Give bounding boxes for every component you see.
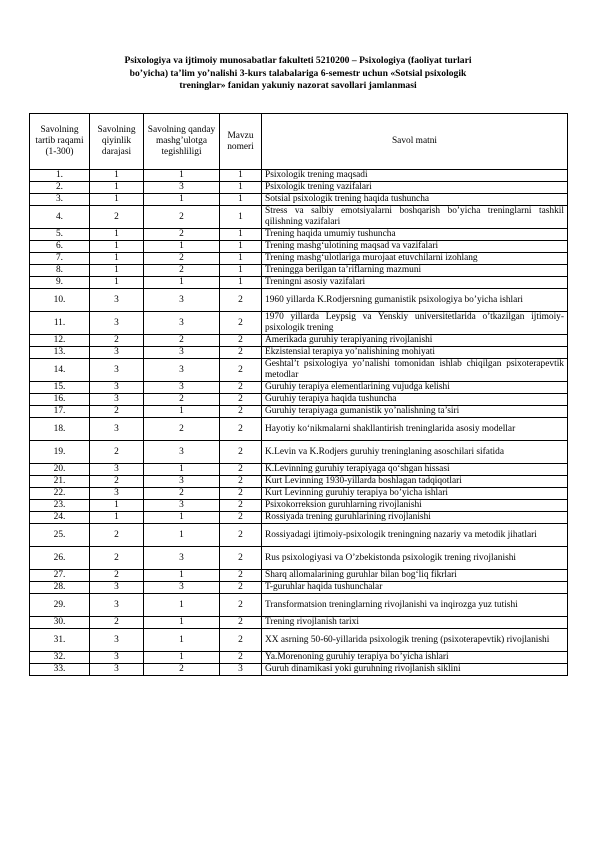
title-line-1: Psixologiya va ijtimoiy munosabatlar fakulteti 5210200 – Psixologiya (faoliyat turlari	[124, 55, 472, 66]
cell-difficulty: 2	[90, 335, 144, 347]
cell-topic: 2	[220, 582, 262, 594]
cell-question: Ekzistensial terapiya yo’nalishining mohiyati	[262, 347, 568, 359]
table-row	[30, 194, 568, 206]
cell-question: Trening rivojlanish tarixi	[262, 617, 568, 629]
cell-type: 3	[144, 441, 220, 464]
cell-type: 3	[144, 312, 220, 335]
cell-difficulty: 1	[90, 500, 144, 512]
cell-number: 15.	[30, 382, 90, 394]
cell-question: Treningga berilgan ta’riflarning mazmuni	[262, 265, 568, 277]
table-row	[30, 359, 568, 382]
cell-topic: 2	[220, 617, 262, 629]
table-row	[30, 382, 568, 394]
cell-difficulty: 1	[90, 265, 144, 277]
cell-question: Kurt Levinning guruhiy terapiya bo’yicha ishlari	[262, 488, 568, 500]
cell-topic: 1	[220, 241, 262, 253]
cell-topic: 2	[220, 394, 262, 406]
cell-number: 25.	[30, 524, 90, 547]
table-row	[30, 265, 568, 277]
table-row	[30, 652, 568, 664]
cell-number: 1.	[30, 170, 90, 182]
cell-type: 2	[144, 488, 220, 500]
cell-topic: 2	[220, 359, 262, 382]
cell-question: Psixologik trening maqsadi	[262, 170, 568, 182]
header-topic: Mavzu nomeri	[220, 114, 262, 170]
cell-number: 3.	[30, 194, 90, 206]
cell-difficulty: 1	[90, 277, 144, 289]
cell-number: 17.	[30, 406, 90, 418]
document-title	[40, 55, 556, 93]
cell-topic: 3	[220, 664, 262, 676]
table-body	[30, 170, 568, 676]
cell-topic: 2	[220, 382, 262, 394]
cell-topic: 2	[220, 547, 262, 570]
cell-topic: 1	[220, 253, 262, 265]
table-row	[30, 394, 568, 406]
table-row	[30, 500, 568, 512]
cell-question: Guruhiy terapiya haqida tushuncha	[262, 394, 568, 406]
cell-topic: 2	[220, 512, 262, 524]
cell-type: 2	[144, 335, 220, 347]
table-row	[30, 418, 568, 441]
cell-difficulty: 3	[90, 347, 144, 359]
cell-number: 33.	[30, 664, 90, 676]
header-difficulty: Savolning qiyinlik darajasi	[90, 114, 144, 170]
cell-number: 31.	[30, 629, 90, 652]
cell-question: Sharq allomalarining guruhlar bilan bog‘liq fikrlari	[262, 570, 568, 582]
table-row	[30, 170, 568, 182]
cell-difficulty: 1	[90, 229, 144, 241]
cell-question: 1960 yillarda K.Rodjersning gumanistik psixologiya bo’yicha ishlari	[262, 289, 568, 312]
cell-question: Psixologik trening vazifalari	[262, 182, 568, 194]
table-row	[30, 617, 568, 629]
cell-difficulty: 1	[90, 253, 144, 265]
cell-question: Rossiyadagi ijtimoiy-psixologik treningning nazariy va metodik jihatlari	[262, 524, 568, 547]
cell-question: Stress va salbiy emotsiyalarni boshqarish bo’yicha treninglarni tashkil qilishning vazifalari	[262, 206, 568, 229]
cell-difficulty: 2	[90, 524, 144, 547]
cell-type: 3	[144, 182, 220, 194]
cell-topic: 2	[220, 629, 262, 652]
table-row	[30, 289, 568, 312]
cell-number: 30.	[30, 617, 90, 629]
cell-type: 1	[144, 617, 220, 629]
cell-topic: 2	[220, 500, 262, 512]
cell-type: 1	[144, 652, 220, 664]
cell-type: 2	[144, 664, 220, 676]
cell-difficulty: 3	[90, 488, 144, 500]
table-row	[30, 664, 568, 676]
cell-difficulty: 3	[90, 629, 144, 652]
cell-number: 6.	[30, 241, 90, 253]
cell-question: Ya.Morenoning guruhiy terapiya bo’yicha ishlari	[262, 652, 568, 664]
cell-number: 16.	[30, 394, 90, 406]
title-line-2: bo’yicha) ta’lim yo’nalishi 3-kurs talabalariga 6-semestr uchun «Sotsial psixologik	[129, 67, 467, 79]
table-row	[30, 488, 568, 500]
cell-type: 3	[144, 476, 220, 488]
cell-difficulty: 1	[90, 182, 144, 194]
table-row	[30, 277, 568, 289]
header-number: Savolning tartib raqami (1-300)	[30, 114, 90, 170]
cell-question: Guruhiy terapiya elementlarining vujudga kelishi	[262, 382, 568, 394]
cell-topic: 2	[220, 406, 262, 418]
cell-number: 8.	[30, 265, 90, 277]
table-row	[30, 441, 568, 464]
table-row	[30, 253, 568, 265]
cell-question: XX asrning 50-60-yillarida psixologik trening (psixoterapevtik) rivojlanishi	[262, 629, 568, 652]
cell-topic: 1	[220, 229, 262, 241]
cell-topic: 2	[220, 488, 262, 500]
table-header-row	[30, 114, 568, 170]
cell-question: Amerikada guruhiy terapiyaning rivojlanishi	[262, 335, 568, 347]
cell-topic: 2	[220, 476, 262, 488]
table-row	[30, 547, 568, 570]
cell-topic: 2	[220, 335, 262, 347]
table-row	[30, 347, 568, 359]
cell-topic: 1	[220, 194, 262, 206]
cell-type: 1	[144, 170, 220, 182]
table-row	[30, 629, 568, 652]
table-row	[30, 464, 568, 476]
cell-question: Sotsial psixologik trening haqida tushuncha	[262, 194, 568, 206]
cell-type: 3	[144, 500, 220, 512]
cell-difficulty: 3	[90, 652, 144, 664]
header-text: Savol matni	[262, 114, 568, 170]
cell-topic: 1	[220, 206, 262, 229]
cell-number: 23.	[30, 500, 90, 512]
cell-type: 1	[144, 512, 220, 524]
cell-question: Kurt Levinning 1930-yillarda boshlagan tadqiqotlari	[262, 476, 568, 488]
cell-difficulty: 3	[90, 664, 144, 676]
table-row	[30, 312, 568, 335]
cell-type: 2	[144, 253, 220, 265]
table-row	[30, 570, 568, 582]
cell-difficulty: 3	[90, 394, 144, 406]
cell-number: 29.	[30, 594, 90, 617]
cell-question: Hayotiy ko‘nikmalarni shakllantirish treninglarida asosiy modellar	[262, 418, 568, 441]
cell-question: 1970 yillarda Leypsig va Yenskiy universitetlarida o’tkazilgan ijtimoiy-psixologik trening	[262, 312, 568, 335]
cell-topic: 2	[220, 464, 262, 476]
cell-number: 7.	[30, 253, 90, 265]
cell-topic: 1	[220, 277, 262, 289]
cell-number: 26.	[30, 547, 90, 570]
cell-difficulty: 3	[90, 312, 144, 335]
cell-type: 2	[144, 229, 220, 241]
cell-difficulty: 1	[90, 241, 144, 253]
cell-question: K.Levin va K.Rodjers guruhiy treninglaning asoschilari sifatida	[262, 441, 568, 464]
cell-difficulty: 1	[90, 170, 144, 182]
cell-number: 18.	[30, 418, 90, 441]
cell-number: 12.	[30, 335, 90, 347]
cell-topic: 2	[220, 594, 262, 617]
cell-number: 11.	[30, 312, 90, 335]
cell-number: 24.	[30, 512, 90, 524]
cell-number: 22.	[30, 488, 90, 500]
cell-question: Transformatsion treninglarning rivojlanishi va inqirozga yuz tutishi	[262, 594, 568, 617]
cell-number: 5.	[30, 229, 90, 241]
table-row	[30, 582, 568, 594]
table-row	[30, 229, 568, 241]
cell-difficulty: 2	[90, 406, 144, 418]
cell-difficulty: 2	[90, 441, 144, 464]
header-type: Savolning qanday mashg’ulotga tegishliligi	[144, 114, 220, 170]
cell-topic: 2	[220, 441, 262, 464]
cell-difficulty: 2	[90, 570, 144, 582]
cell-type: 3	[144, 289, 220, 312]
cell-number: 4.	[30, 206, 90, 229]
cell-number: 32.	[30, 652, 90, 664]
cell-difficulty: 2	[90, 617, 144, 629]
table-row	[30, 206, 568, 229]
cell-type: 2	[144, 394, 220, 406]
table-row	[30, 406, 568, 418]
cell-topic: 2	[220, 347, 262, 359]
cell-question: Geshtal’t psixologiya yo’nalishi tomonidan ishlab chiqilgan psixoterapevtik metodlar	[262, 359, 568, 382]
cell-question: K.Levinning guruhiy terapiyaga qo‘shgan hissasi	[262, 464, 568, 476]
cell-difficulty: 2	[90, 206, 144, 229]
title-line-3: treninglar» fanidan yakuniy nazorat savollari jamlanmasi	[179, 80, 417, 91]
cell-topic: 2	[220, 418, 262, 441]
cell-topic: 1	[220, 265, 262, 277]
cell-difficulty: 2	[90, 547, 144, 570]
cell-type: 3	[144, 359, 220, 382]
table-row	[30, 594, 568, 617]
cell-type: 2	[144, 265, 220, 277]
table-row	[30, 182, 568, 194]
cell-type: 1	[144, 629, 220, 652]
cell-question: Trening mashg‘ulotlariga murojaat etuvchilarni izohlang	[262, 253, 568, 265]
cell-topic: 1	[220, 170, 262, 182]
cell-topic: 2	[220, 652, 262, 664]
cell-difficulty: 3	[90, 359, 144, 382]
cell-type: 1	[144, 241, 220, 253]
cell-difficulty: 3	[90, 464, 144, 476]
cell-type: 1	[144, 406, 220, 418]
cell-type: 3	[144, 547, 220, 570]
cell-number: 28.	[30, 582, 90, 594]
cell-topic: 2	[220, 524, 262, 547]
cell-number: 9.	[30, 277, 90, 289]
cell-type: 3	[144, 347, 220, 359]
table-row	[30, 524, 568, 547]
cell-question: Trening haqida umumiy tushuncha	[262, 229, 568, 241]
table-row	[30, 476, 568, 488]
cell-question: Rus psixologiyasi va O’zbekistonda psixologik trening rivojlanishi	[262, 547, 568, 570]
cell-number: 27.	[30, 570, 90, 582]
cell-topic: 2	[220, 289, 262, 312]
cell-number: 10.	[30, 289, 90, 312]
cell-type: 1	[144, 194, 220, 206]
cell-difficulty: 3	[90, 382, 144, 394]
cell-number: 19.	[30, 441, 90, 464]
cell-question: Guruh dinamikasi yoki guruhning rivojlanish siklini	[262, 664, 568, 676]
cell-type: 1	[144, 464, 220, 476]
cell-topic: 2	[220, 312, 262, 335]
cell-type: 2	[144, 418, 220, 441]
cell-number: 20.	[30, 464, 90, 476]
cell-question: Treningni asosiy vazifalari	[262, 277, 568, 289]
cell-difficulty: 2	[90, 476, 144, 488]
cell-question: T-guruhlar haqida tushunchalar	[262, 582, 568, 594]
cell-number: 14.	[30, 359, 90, 382]
table-row	[30, 241, 568, 253]
table-row	[30, 335, 568, 347]
cell-number: 21.	[30, 476, 90, 488]
cell-type: 2	[144, 206, 220, 229]
cell-difficulty: 3	[90, 582, 144, 594]
cell-type: 1	[144, 570, 220, 582]
cell-difficulty: 3	[90, 594, 144, 617]
cell-difficulty: 3	[90, 418, 144, 441]
cell-type: 1	[144, 524, 220, 547]
cell-question: Psixokorreksion guruhlarning rivojlanishi	[262, 500, 568, 512]
cell-topic: 1	[220, 182, 262, 194]
cell-question: Rossiyada trening guruhlarining rivojlanishi	[262, 512, 568, 524]
cell-number: 2.	[30, 182, 90, 194]
cell-type: 3	[144, 382, 220, 394]
cell-question: Trening mashg‘ulotining maqsad va vazifalari	[262, 241, 568, 253]
questions-table	[29, 113, 568, 676]
cell-number: 13.	[30, 347, 90, 359]
cell-type: 3	[144, 582, 220, 594]
cell-difficulty: 1	[90, 194, 144, 206]
cell-question: Guruhiy terapiyaga gumanistik yo’nalishning ta’siri	[262, 406, 568, 418]
cell-difficulty: 3	[90, 289, 144, 312]
table-row	[30, 512, 568, 524]
cell-type: 1	[144, 277, 220, 289]
cell-type: 1	[144, 594, 220, 617]
cell-difficulty: 1	[90, 512, 144, 524]
cell-topic: 2	[220, 570, 262, 582]
